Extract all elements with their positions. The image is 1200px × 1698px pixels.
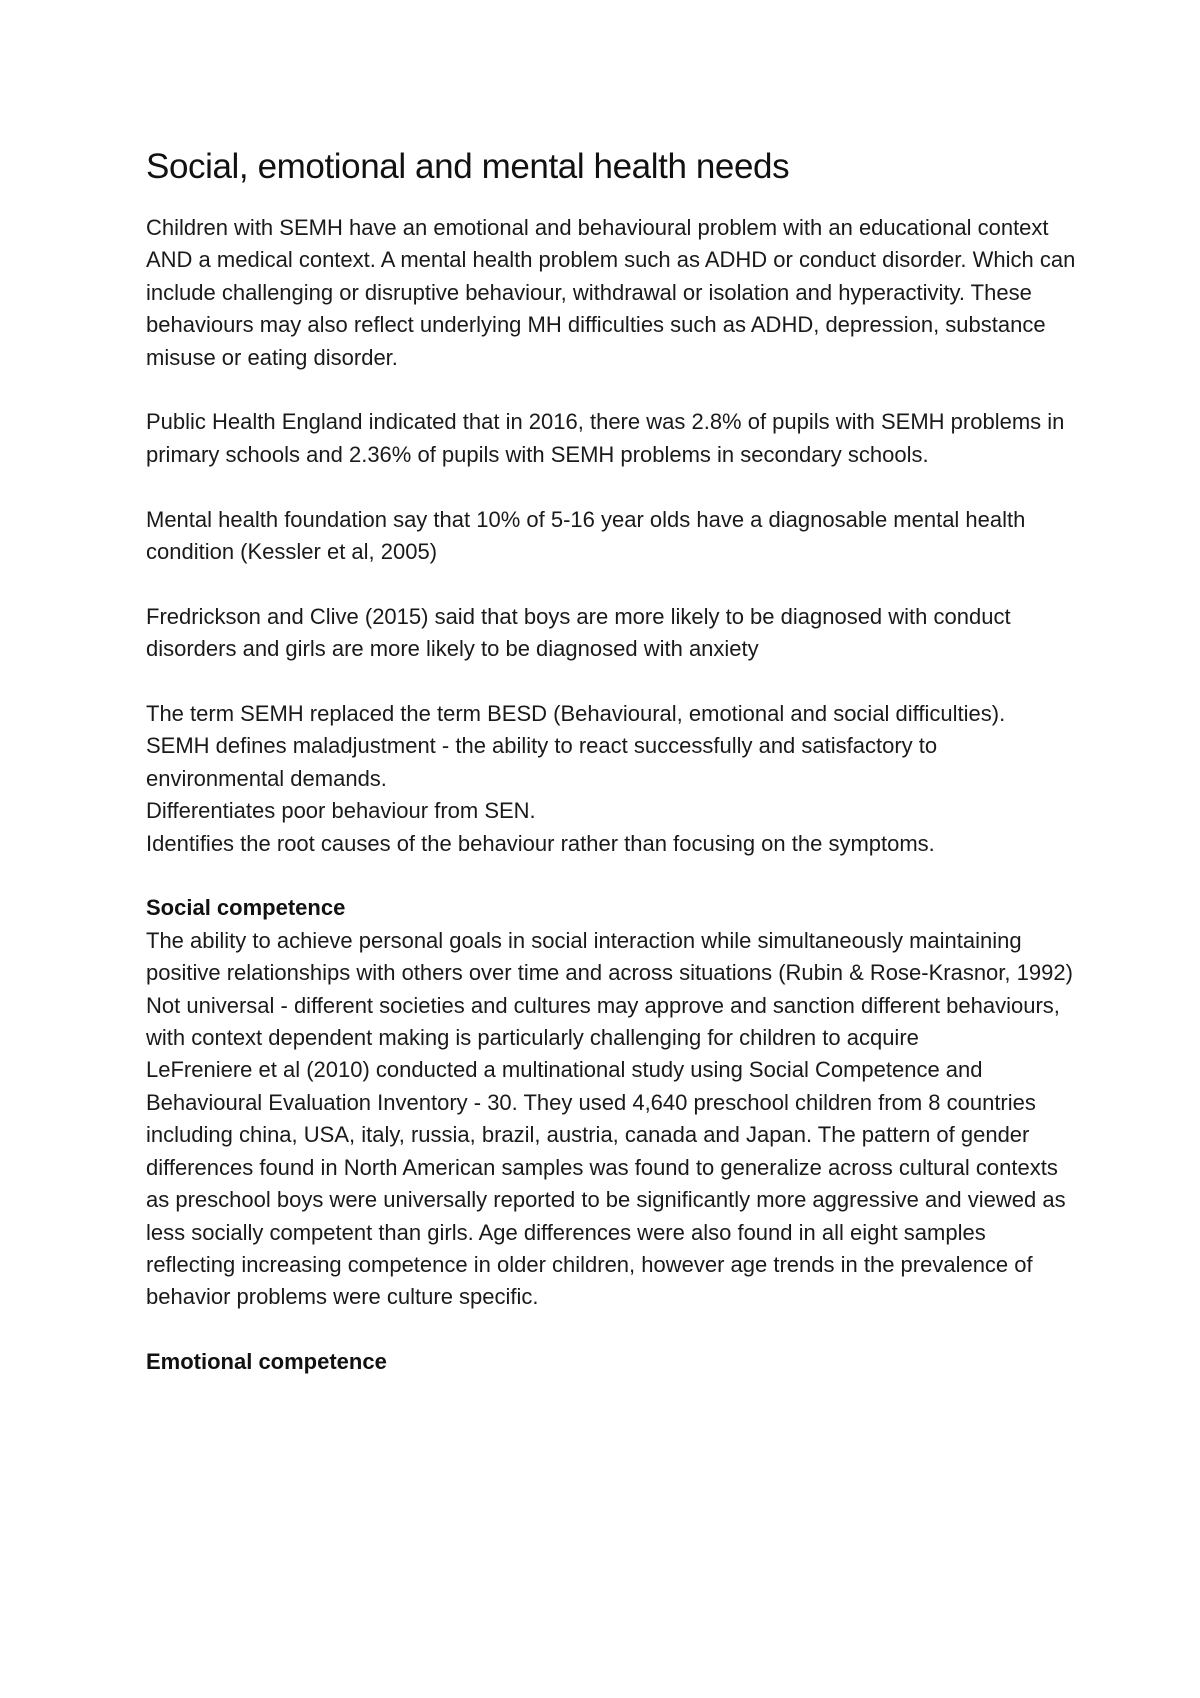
paragraph-spacer xyxy=(146,860,1076,892)
besd-line-2: SEMH defines maladjustment - the ability to react successfully and satisfactory to environmental demands. xyxy=(146,733,938,791)
phe-statistics-paragraph: Public Health England indicated that in 2016, there was 2.8% of pupils with SEMH problems in primary schools and 2.36% of pupils with SEMH problems in secondary schools. xyxy=(146,409,1065,467)
page-title: Social, emotional and mental health needs xyxy=(146,147,790,186)
paragraph-spacer xyxy=(146,471,1076,503)
social-competence-heading: Social competence xyxy=(146,895,346,921)
paragraph-spacer xyxy=(146,1314,1076,1346)
fredrickson-paragraph: Fredrickson and Clive (2015) said that boys are more likely to be diagnosed with conduct disorders and girls are more likely to be diagnosed with anxiety xyxy=(146,603,1011,662)
besd-line-1: The term SEMH replaced the term BESD (Behavioural, emotional and social difficulties). xyxy=(146,701,1006,727)
besd-line-3: Differentiates poor behaviour from SEN. xyxy=(146,798,536,824)
social-competence-study: LeFreniere et al (2010) conducted a multinational study using Social Competence and Behavioural Evaluation Inventory - 30. They used 4,640 preschool children from 8 countries including china, USA, italy, russia, brazil, austria, canada and Japan. The pattern of gender differences found in North American samples was found to generalize across cultural contexts as preschool boys were universally reported to be significantly more aggressive and viewed as less socially competent than girls. Age differences were also found in all eight samples reflecting increasing competence in older children, however age trends in the prevalence of behavior problems were culture specific. xyxy=(146,1057,1066,1310)
intro-paragraph: Children with SEMH have an emotional and behavioural problem with an educational context AND a medical context. A mental health problem such as ADHD or conduct disorder. Which can include challenging or disruptive behaviour, withdrawal or isolation and hyperactivity. These behaviours may also reflect underlying MH difficulties such as ADHD, depression, substance misuse or eating disorder. xyxy=(146,215,1076,370)
social-competence-definition: The ability to achieve personal goals in social interaction while simultaneously maintaining positive relationships with others over time and across situations (Rubin & Rose-Krasnor, 1992) xyxy=(146,927,1073,986)
besd-line-4: Identifies the root causes of the behaviour rather than focusing on the symptoms. xyxy=(146,830,935,856)
paragraph-spacer xyxy=(146,666,1076,698)
document-content xyxy=(146,146,1076,1379)
social-competence-universality: Not universal - different societies and cultures may approve and sanction different behaviours, with context dependent making is particularly challenging for children to acquire xyxy=(146,992,1060,1051)
paragraph-spacer xyxy=(146,568,1076,600)
paragraph-spacer xyxy=(146,374,1076,406)
mhf-statistics-paragraph: Mental health foundation say that 10% of 5-16 year olds have a diagnosable mental health condition (Kessler et al, 2005) xyxy=(146,506,1026,565)
emotional-competence-heading: Emotional competence xyxy=(146,1349,387,1375)
